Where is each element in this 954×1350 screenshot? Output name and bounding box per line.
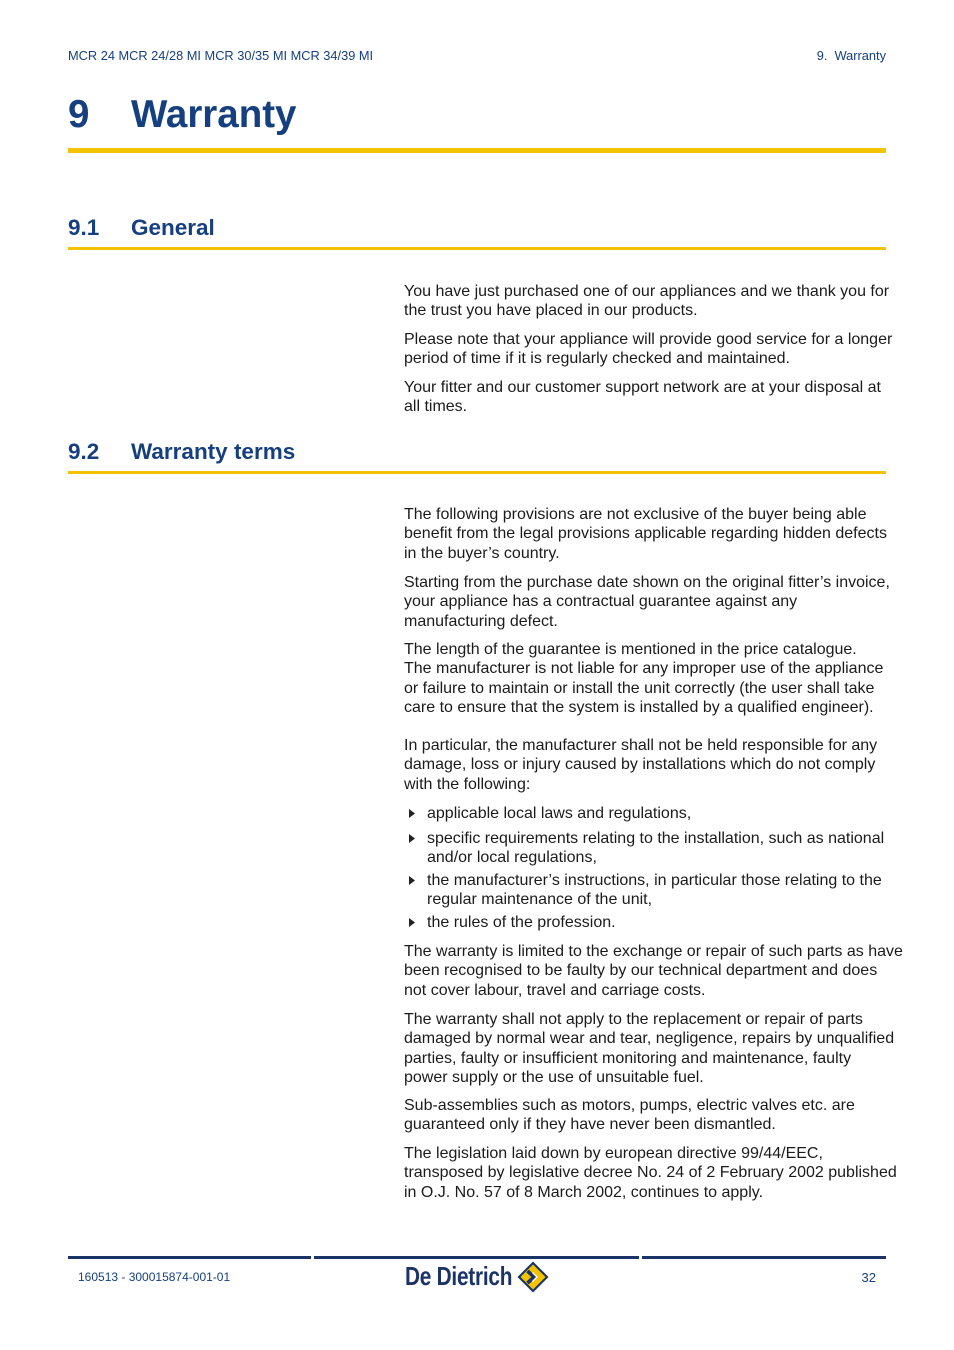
section-number-general: 9.1 [68,215,100,240]
bullet-triangle-icon [409,876,415,885]
bullet-triangle-icon [409,834,415,843]
paragraph: The following provisions are not exclusive of the buyer being able benefit from the legal provisions applicable regarding hidden defects in the buyer’s country. [404,506,887,562]
section-underline-general [68,247,886,250]
paragraph: The legislation laid down by european directive 99/44/EEC, transposed by legislative decree No. 24 of 2 February 2002 published in O.J. No. 57 of 8 March 2002, continues to apply. [404,1145,897,1201]
chapter-number: 9 [68,93,90,136]
footer-rule [642,1256,886,1259]
chapter-title-underline [68,148,886,153]
bullet-triangle-icon [409,809,415,818]
page-number: 32 [861,1270,876,1285]
list-item-text: specific requirements relating to the installation, such as national and/or local regulations, [427,830,885,867]
chapter-title: Warranty [131,93,297,136]
paragraph: Starting from the purchase date shown on the original fitter’s invoice, your appliance has a contractual guarantee against any manufacturing defect. [404,574,890,630]
section-title-general: General [131,215,215,240]
footer-rule [314,1256,639,1259]
paragraph: Please note that your appliance will provide good service for a longer period of time if it is regularly checked and maintained. [404,331,893,368]
list-item-text: applicable local laws and regulations, [427,805,692,822]
paragraph: The length of the guarantee is mentioned in the price catalogue. The manufacturer is not liable for any improper use of the appliance or failure to maintain or install the unit correctly (the user shall take care to ensure that the system is installed by a qualified engineer). [404,641,884,716]
section-title-warranty-terms: Warranty terms [131,439,296,464]
footer-document-reference: 160513 - 300015874-001-01 [78,1270,231,1284]
paragraph: In particular, the manufacturer shall not be held responsible for any damage, loss or injury caused by installations which do not comply with the following: [404,737,878,793]
paragraph: Your fitter and our customer support network are at your disposal at all times. [404,379,881,416]
footer-rule [68,1256,311,1259]
paragraph: The warranty is limited to the exchange or repair of such parts as have been recognised to be faulty by our technical department and does not cover labour, travel and carriage costs. [404,943,903,999]
paragraph: Sub-assemblies such as motors, pumps, electric valves etc. are guaranteed only if they have never been dismantled. [404,1097,855,1134]
section-number-warranty-terms: 9.2 [68,439,100,464]
list-item-text: the rules of the profession. [427,914,616,931]
paragraph: The warranty shall not apply to the replacement or repair of parts damaged by normal wear and tear, negligence, repairs by unqualified parties, faulty or insufficient monitoring and maintenance, faulty power supply or the use of unsuitable fuel. [404,1011,895,1086]
section-underline-warranty-terms [68,471,886,474]
diamond-logo-icon [517,1261,549,1293]
header-chapter-reference: 9. Warranty [816,48,886,63]
brand-logo-wordmark: De Dietrich [405,1261,513,1291]
bullet-triangle-icon [409,918,415,927]
list-item-text: the manufacturer’s instructions, in particular those relating to the regular maintenance of the unit, [427,872,882,909]
paragraph: You have just purchased one of our appliances and we thank you for the trust you have placed in our products. [404,283,890,320]
header-product-list: MCR 24 MCR 24/28 MI MCR 30/35 MI MCR 34/39 MI [68,48,374,63]
